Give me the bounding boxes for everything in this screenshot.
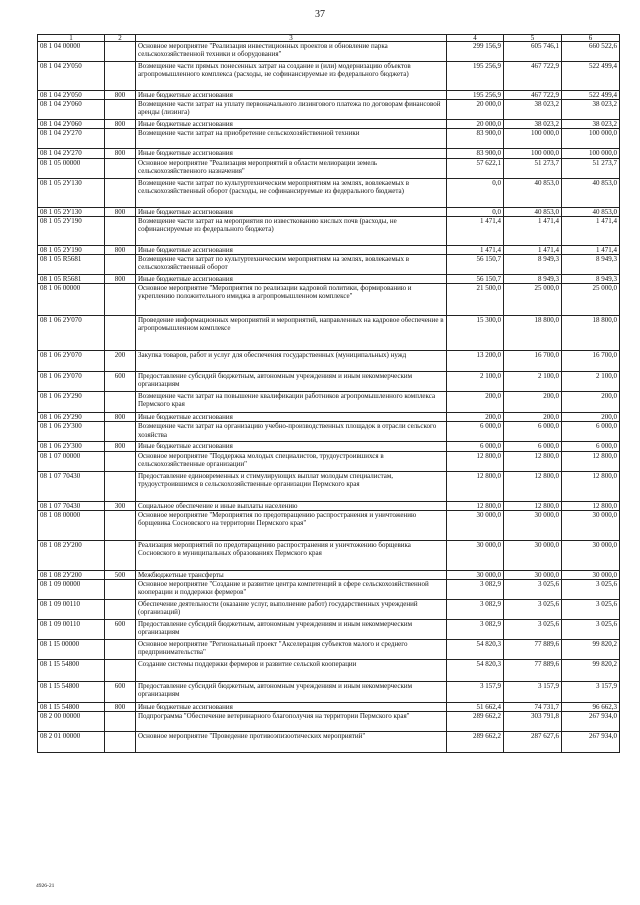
row-value-2023: 40 853,0	[504, 178, 562, 207]
table-row	[38, 216, 620, 245]
row-name: Иные бюджетные ассигнования	[136, 442, 447, 451]
table-row	[38, 149, 620, 158]
row-name: Обеспечение деятельности (оказание услуг, выполнение работ) государственных учреждений (организаций)	[136, 600, 447, 620]
row-value-2023: 74 731,7	[504, 703, 562, 712]
row-name: Иные бюджетные ассигнования	[136, 120, 447, 129]
table-row	[38, 42, 620, 62]
row-value-2024: 3 025,6	[562, 580, 620, 600]
row-code: 08 1 I5 00000	[38, 640, 105, 660]
table-row	[38, 178, 620, 207]
row-value-2023: 16 700,0	[504, 351, 562, 372]
table-row	[38, 91, 620, 100]
row-name: Основное мероприятие "Поддержка молодых специалистов, трудоустроившихся в сельскохозяйственные организации"	[136, 451, 447, 471]
row-expense-type: 500	[105, 570, 136, 579]
row-value-2023: 3 025,6	[504, 600, 562, 620]
row-name: Иные бюджетные ассигнования	[136, 149, 447, 158]
row-expense-type: 200	[105, 351, 136, 372]
row-value-2023: 2 100,0	[504, 372, 562, 392]
table-row	[38, 100, 620, 120]
row-value-2023: 12 800,0	[504, 451, 562, 471]
table-row	[38, 471, 620, 501]
row-value-2023: 77 889,6	[504, 640, 562, 660]
row-name: Основное мероприятие "Региональный проект "Акселерация субъектов малого и среднего предпринимательства"	[136, 640, 447, 660]
row-name: Иные бюджетные ассигнования	[136, 703, 447, 712]
row-value-2024: 3 157,9	[562, 682, 620, 703]
row-expense-type	[105, 392, 136, 413]
row-value-2023: 1 471,4	[504, 216, 562, 245]
row-name: Проведение информационных мероприятий и мероприятий, направленных на кадровое обеспечение в агропромышленном комплексе	[136, 316, 447, 351]
row-expense-type: 800	[105, 149, 136, 158]
row-expense-type: 800	[105, 703, 136, 712]
row-value-2024: 30 000,0	[562, 570, 620, 579]
row-expense-type: 600	[105, 620, 136, 640]
budget-table	[37, 34, 620, 753]
row-expense-type: 300	[105, 501, 136, 510]
row-name: Возмещение части затрат на уплату первоначального лизингового платежа по договорам финансовой аренды (лизинга)	[136, 100, 447, 120]
column-header-4: 4	[447, 35, 504, 42]
row-expense-type	[105, 100, 136, 120]
row-name: Предоставление субсидий бюджетным, автономным учреждениям и иным некоммерческим организациям	[136, 372, 447, 392]
row-expense-type	[105, 600, 136, 620]
row-value-2024: 51 273,7	[562, 158, 620, 178]
row-value-2024: 18 800,0	[562, 316, 620, 351]
row-name: Возмещение части затрат на приобретение сельскохозяйственной техники	[136, 129, 447, 149]
row-value-2022: 1 471,4	[447, 216, 504, 245]
row-expense-type: 800	[105, 207, 136, 216]
row-value-2022: 3 082,9	[447, 600, 504, 620]
table-body	[38, 42, 620, 753]
row-value-2022: 289 662,2	[447, 712, 504, 732]
row-value-2022: 21 500,0	[447, 284, 504, 316]
row-name: Межбюджетные трансферты	[136, 570, 447, 579]
row-value-2022: 12 800,0	[447, 471, 504, 501]
row-value-2024: 200,0	[562, 392, 620, 413]
row-expense-type	[105, 216, 136, 245]
row-value-2023: 3 025,6	[504, 620, 562, 640]
row-value-2023: 1 471,4	[504, 245, 562, 254]
row-code: 08 1 06 2У300	[38, 442, 105, 451]
row-expense-type	[105, 580, 136, 600]
row-value-2024: 99 820,2	[562, 660, 620, 682]
row-value-2022: 3 082,9	[447, 580, 504, 600]
row-value-2023: 6 000,0	[504, 422, 562, 442]
row-value-2024: 12 800,0	[562, 471, 620, 501]
row-expense-type	[105, 178, 136, 207]
row-value-2023: 25 000,0	[504, 284, 562, 316]
row-expense-type	[105, 284, 136, 316]
row-value-2024: 99 820,2	[562, 640, 620, 660]
row-value-2024: 100 000,0	[562, 149, 620, 158]
table-row	[38, 540, 620, 570]
row-value-2023: 38 023,2	[504, 100, 562, 120]
row-name: Иные бюджетные ассигнования	[136, 245, 447, 254]
row-name: Закупка товаров, работ и услуг для обеспечения государственных (муниципальных) нужд	[136, 351, 447, 372]
row-code: 08 1 04 2У060	[38, 100, 105, 120]
row-value-2022: 3 082,9	[447, 620, 504, 640]
row-value-2022: 12 800,0	[447, 451, 504, 471]
row-name: Основное мероприятие "Проведение противоэпизоотических мероприятий"	[136, 732, 447, 753]
row-value-2022: 1 471,4	[447, 245, 504, 254]
row-code: 08 1 09 00110	[38, 620, 105, 640]
table-row	[38, 207, 620, 216]
row-code: 08 1 06 00000	[38, 284, 105, 316]
row-value-2022: 0,0	[447, 207, 504, 216]
row-value-2022: 12 800,0	[447, 501, 504, 510]
row-name: Предоставление субсидий бюджетным, автономным учреждениям и иным некоммерческим организациям	[136, 620, 447, 640]
row-code: 08 1 07 00000	[38, 451, 105, 471]
row-expense-type	[105, 712, 136, 732]
row-expense-type: 800	[105, 442, 136, 451]
row-value-2023: 77 889,6	[504, 660, 562, 682]
row-value-2022: 6 000,0	[447, 422, 504, 442]
table-row	[38, 255, 620, 275]
row-value-2022: 54 820,3	[447, 640, 504, 660]
footer-code: 4926-21	[36, 883, 55, 889]
row-code: 08 2 01 00000	[38, 732, 105, 753]
table-row	[38, 640, 620, 660]
row-code: 08 1 08 2У200	[38, 570, 105, 579]
row-name: Основное мероприятие "Создание и развитие центра компетенций в сфере сельскохозяйственной кооперации и поддержки фермеров"	[136, 580, 447, 600]
row-value-2022: 195 256,9	[447, 91, 504, 100]
row-code: 08 1 05 2У130	[38, 178, 105, 207]
row-value-2022: 56 150,7	[447, 255, 504, 275]
row-code: 08 1 04 2У050	[38, 62, 105, 91]
column-header-3: 3	[136, 35, 447, 42]
row-code: 08 1 08 2У200	[38, 540, 105, 570]
column-header-6: 6	[562, 35, 620, 42]
row-name: Возмещение части затрат по культуртехническим мероприятиям на землях, вовлекаемых в сельскохозяйственный оборот (расходы, не софинансируемые из федерального бюджета)	[136, 178, 447, 207]
row-value-2023: 605 746,1	[504, 42, 562, 62]
table-row	[38, 732, 620, 753]
row-name: Возмещение части затрат по культуртехническим мероприятиям на землях, вовлекаемых в сельскохозяйственный оборот	[136, 255, 447, 275]
row-value-2024: 3 025,6	[562, 600, 620, 620]
table-row	[38, 351, 620, 372]
table-row	[38, 660, 620, 682]
row-value-2022: 15 300,0	[447, 316, 504, 351]
table-row	[38, 600, 620, 620]
row-name: Возмещение части затрат на организацию учебно-производственных площадок в отрасли сельского хозяйства	[136, 422, 447, 442]
row-name: Реализация мероприятий по предотвращению распространения и уничтожению борщевика Сосновского в муниципальных образованиях Пермского края	[136, 540, 447, 570]
table-row	[38, 501, 620, 510]
row-value-2024: 16 700,0	[562, 351, 620, 372]
row-value-2024: 1 471,4	[562, 216, 620, 245]
row-value-2022: 3 157,9	[447, 682, 504, 703]
table-row	[38, 62, 620, 91]
table-row	[38, 620, 620, 640]
row-code: 08 1 06 2У290	[38, 392, 105, 413]
row-code: 08 1 06 2У070	[38, 316, 105, 351]
column-header-2: 2	[105, 35, 136, 42]
row-value-2023: 30 000,0	[504, 540, 562, 570]
row-name: Создание системы поддержки фермеров и развитие сельской кооперации	[136, 660, 447, 682]
row-value-2023: 287 627,6	[504, 732, 562, 753]
table-row	[38, 580, 620, 600]
row-value-2023: 200,0	[504, 413, 562, 422]
row-value-2024: 267 934,0	[562, 732, 620, 753]
table-row	[38, 392, 620, 413]
row-value-2023: 467 722,9	[504, 62, 562, 91]
table-row	[38, 451, 620, 471]
row-name: Иные бюджетные ассигнования	[136, 91, 447, 100]
row-name: Основное мероприятие "Реализация мероприятий в области мелиорации земель сельскохозяйственного назначения"	[136, 158, 447, 178]
row-value-2022: 57 622,1	[447, 158, 504, 178]
row-value-2023: 6 000,0	[504, 442, 562, 451]
row-value-2023: 200,0	[504, 392, 562, 413]
row-expense-type	[105, 540, 136, 570]
table-row	[38, 120, 620, 129]
row-expense-type	[105, 510, 136, 540]
row-value-2023: 3 025,6	[504, 580, 562, 600]
row-code: 08 1 I5 54800	[38, 682, 105, 703]
row-value-2022: 299 156,9	[447, 42, 504, 62]
row-value-2022: 0,0	[447, 178, 504, 207]
table-row	[38, 510, 620, 540]
row-expense-type	[105, 660, 136, 682]
row-value-2024: 96 662,3	[562, 703, 620, 712]
table-row	[38, 284, 620, 316]
row-value-2023: 303 791,8	[504, 712, 562, 732]
table-header-row	[38, 35, 620, 42]
row-code: 08 1 08 00000	[38, 510, 105, 540]
row-code: 08 1 09 00110	[38, 600, 105, 620]
row-value-2024: 2 100,0	[562, 372, 620, 392]
row-expense-type	[105, 255, 136, 275]
row-code: 08 1 07 70430	[38, 501, 105, 510]
row-code: 08 1 04 2У060	[38, 120, 105, 129]
column-header-5: 5	[504, 35, 562, 42]
row-value-2022: 54 820,3	[447, 660, 504, 682]
row-value-2024: 1 471,4	[562, 245, 620, 254]
row-code: 08 1 04 2У050	[38, 91, 105, 100]
row-value-2024: 100 000,0	[562, 129, 620, 149]
table-row	[38, 442, 620, 451]
row-value-2022: 83 900,0	[447, 149, 504, 158]
row-code: 08 1 06 2У070	[38, 372, 105, 392]
row-expense-type	[105, 732, 136, 753]
row-code: 08 1 05 2У130	[38, 207, 105, 216]
row-code: 08 1 09 00000	[38, 580, 105, 600]
row-expense-type	[105, 316, 136, 351]
table-row	[38, 413, 620, 422]
row-value-2024: 12 800,0	[562, 451, 620, 471]
column-header-1: 1	[38, 35, 105, 42]
row-expense-type	[105, 42, 136, 62]
row-value-2024: 200,0	[562, 413, 620, 422]
row-expense-type: 800	[105, 413, 136, 422]
row-value-2023: 40 853,0	[504, 207, 562, 216]
row-value-2022: 200,0	[447, 392, 504, 413]
table-row	[38, 158, 620, 178]
row-value-2024: 267 934,0	[562, 712, 620, 732]
row-name: Иные бюджетные ассигнования	[136, 413, 447, 422]
row-value-2023: 12 800,0	[504, 501, 562, 510]
row-code: 08 1 I5 54800	[38, 703, 105, 712]
row-name: Возмещение части затрат на мероприятия по известкованию кислых почв (расходы, не софинансируемые из федерального бюджета)	[136, 216, 447, 245]
row-value-2022: 30 000,0	[447, 510, 504, 540]
row-value-2024: 3 025,6	[562, 620, 620, 640]
row-code: 08 1 04 2У270	[38, 149, 105, 158]
row-value-2024: 660 522,6	[562, 42, 620, 62]
row-code: 08 1 05 00000	[38, 158, 105, 178]
row-name: Социальное обеспечение и иные выплаты населению	[136, 501, 447, 510]
row-value-2023: 100 000,0	[504, 149, 562, 158]
row-code: 08 1 05 R5681	[38, 275, 105, 284]
row-value-2022: 83 900,0	[447, 129, 504, 149]
table-row	[38, 703, 620, 712]
row-code: 08 1 05 2У190	[38, 245, 105, 254]
row-value-2022: 6 000,0	[447, 442, 504, 451]
row-value-2024: 40 853,0	[562, 178, 620, 207]
row-value-2022: 200,0	[447, 413, 504, 422]
row-name: Иные бюджетные ассигнования	[136, 275, 447, 284]
table-row	[38, 316, 620, 351]
row-code: 08 1 06 2У300	[38, 422, 105, 442]
row-code: 08 2 00 00000	[38, 712, 105, 732]
row-value-2023: 30 000,0	[504, 570, 562, 579]
row-value-2024: 38 023,2	[562, 120, 620, 129]
row-value-2024: 8 949,3	[562, 275, 620, 284]
row-value-2022: 20 000,0	[447, 100, 504, 120]
row-value-2023: 3 157,9	[504, 682, 562, 703]
row-value-2023: 12 800,0	[504, 471, 562, 501]
row-value-2023: 467 722,9	[504, 91, 562, 100]
row-value-2024: 12 800,0	[562, 501, 620, 510]
row-expense-type	[105, 129, 136, 149]
row-code: 08 1 05 2У190	[38, 216, 105, 245]
row-code: 08 1 I5 54800	[38, 660, 105, 682]
table-row	[38, 422, 620, 442]
row-name: Возмещение части прямых понесенных затрат на создание и (или) модернизацию объектов агропромышленного комплекса (расходы, не софинансируемые из федерального бюджета)	[136, 62, 447, 91]
row-value-2023: 38 023,2	[504, 120, 562, 129]
row-value-2024: 38 023,2	[562, 100, 620, 120]
row-value-2022: 289 662,2	[447, 732, 504, 753]
row-code: 08 1 05 R5681	[38, 255, 105, 275]
row-value-2024: 522 499,4	[562, 62, 620, 91]
row-expense-type: 800	[105, 275, 136, 284]
row-value-2023: 30 000,0	[504, 510, 562, 540]
table-row	[38, 372, 620, 392]
row-value-2024: 8 949,3	[562, 255, 620, 275]
row-expense-type: 800	[105, 120, 136, 129]
row-name: Основное мероприятие "Мероприятия по реализации кадровой политики, формированию и укреплению положительного имиджа в агропромышленном комплексе"	[136, 284, 447, 316]
row-value-2022: 30 000,0	[447, 570, 504, 579]
row-value-2022: 56 150,7	[447, 275, 504, 284]
row-expense-type	[105, 471, 136, 501]
row-name: Предоставление единовременных и стимулирующих выплат молодым специалистам, трудоустроившимся в сельскохозяйственные организации Пермского края	[136, 471, 447, 501]
row-value-2023: 8 949,3	[504, 255, 562, 275]
row-value-2024: 522 499,4	[562, 91, 620, 100]
row-expense-type: 800	[105, 245, 136, 254]
table-row	[38, 245, 620, 254]
row-expense-type	[105, 640, 136, 660]
row-value-2023: 18 800,0	[504, 316, 562, 351]
row-expense-type: 600	[105, 372, 136, 392]
row-name: Возмещение части затрат на повышение квалификации работников агропромышленного комплекса Пермского края	[136, 392, 447, 413]
table-row	[38, 712, 620, 732]
row-value-2023: 100 000,0	[504, 129, 562, 149]
row-value-2024: 40 853,0	[562, 207, 620, 216]
row-code: 08 1 06 2У290	[38, 413, 105, 422]
row-value-2023: 8 949,3	[504, 275, 562, 284]
row-value-2023: 51 273,7	[504, 158, 562, 178]
row-value-2024: 6 000,0	[562, 442, 620, 451]
row-value-2022: 30 000,0	[447, 540, 504, 570]
row-value-2024: 25 000,0	[562, 284, 620, 316]
row-value-2024: 30 000,0	[562, 510, 620, 540]
row-value-2022: 195 256,9	[447, 62, 504, 91]
row-expense-type	[105, 422, 136, 442]
row-name: Основное мероприятие "Мероприятия по предотвращению распространения и уничтожению борщевика Сосновского на территории Пермского края"	[136, 510, 447, 540]
row-value-2022: 13 200,0	[447, 351, 504, 372]
table-row	[38, 682, 620, 703]
row-name: Иные бюджетные ассигнования	[136, 207, 447, 216]
row-code: 08 1 06 2У070	[38, 351, 105, 372]
row-value-2022: 2 100,0	[447, 372, 504, 392]
table-row	[38, 570, 620, 579]
row-code: 08 1 07 70430	[38, 471, 105, 501]
row-value-2022: 20 000,0	[447, 120, 504, 129]
row-expense-type	[105, 62, 136, 91]
row-value-2024: 6 000,0	[562, 422, 620, 442]
table-row	[38, 129, 620, 149]
row-name: Предоставление субсидий бюджетным, автономным учреждениям и иным некоммерческим организациям	[136, 682, 447, 703]
row-name: Основное мероприятие "Реализация инвестиционных проектов и обновление парка сельскохозяйственной техники и оборудования"	[136, 42, 447, 62]
row-name: Подпрограмма "Обеспечение ветеринарного благополучия на территории Пермского края"	[136, 712, 447, 732]
row-expense-type: 600	[105, 682, 136, 703]
table-row	[38, 275, 620, 284]
row-expense-type	[105, 451, 136, 471]
row-expense-type: 800	[105, 91, 136, 100]
row-code: 08 1 04 2У270	[38, 129, 105, 149]
row-value-2024: 30 000,0	[562, 540, 620, 570]
page-number: 37	[315, 9, 325, 20]
row-code: 08 1 04 00000	[38, 42, 105, 62]
row-value-2022: 51 662,4	[447, 703, 504, 712]
row-expense-type	[105, 158, 136, 178]
